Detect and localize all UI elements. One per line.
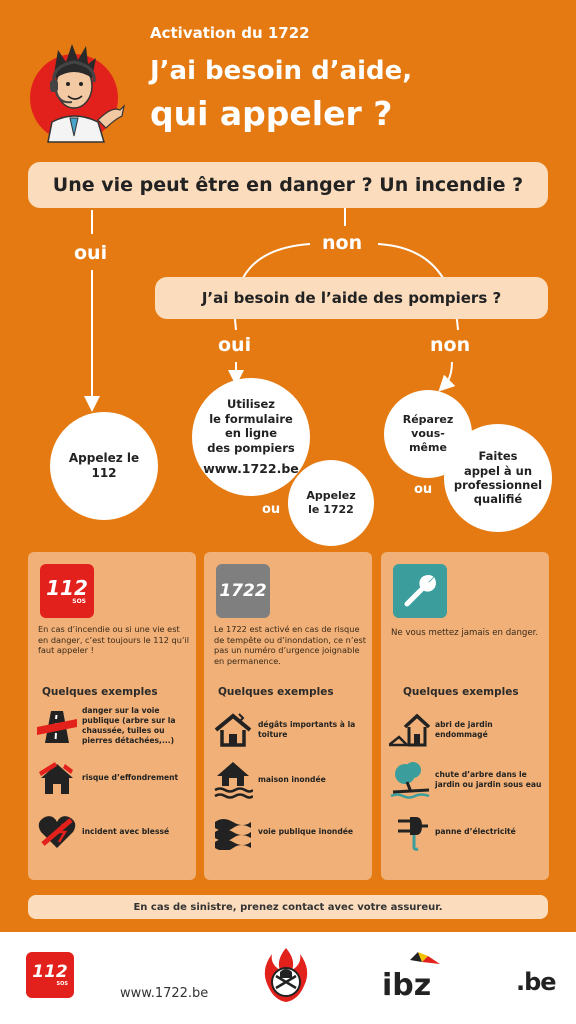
logo-112-sub: SOS <box>72 597 86 605</box>
result-form-line: des pompiers <box>207 440 295 455</box>
example-text: risque d’effondrement <box>82 773 179 783</box>
fallen-tree-icon <box>389 760 431 800</box>
logo-112-footer <box>26 952 74 998</box>
firefighters-emblem-icon <box>258 946 314 1008</box>
header-title-line2: qui appeler ? <box>150 94 393 133</box>
result-pro-line: professionnel <box>453 478 543 492</box>
result-call-professional <box>444 424 552 532</box>
result-call-1722 <box>288 460 374 546</box>
house-collapse-icon <box>36 758 78 798</box>
example-text: panne d’électricité <box>435 827 516 837</box>
garden-shed-icon <box>389 710 431 750</box>
example-row <box>36 704 192 748</box>
example-text: chute d’arbre dans le jardin ou jardin sous eau <box>435 770 542 789</box>
header-subtitle: Activation du 1722 <box>150 24 310 42</box>
result-form-line: Utilisez <box>227 397 275 412</box>
label-or-1: ou <box>262 502 281 517</box>
example-text: voie publique inondée <box>258 827 354 837</box>
example-row <box>389 810 545 854</box>
card-1722 <box>204 552 372 880</box>
card-1722-description: Le 1722 est activé en cas de risque de tempête ou d’inondation, ce n’est pas un numéro d’urgence joignable en permanence. <box>214 624 366 666</box>
result-form-line: le formulaire <box>209 411 293 426</box>
road-danger-icon <box>36 706 78 746</box>
label-yes-1: oui <box>74 242 108 264</box>
example-text: danger sur la voie publique (arbre sur la chaussée, tuiles ou pierres détachées,...) <box>82 706 176 745</box>
flooded-road-icon <box>212 812 254 852</box>
question-life-danger-text: Une vie peut être en danger ? Un incendie ? <box>52 174 524 196</box>
result-call-112-text: Appelez le 112 <box>68 451 140 480</box>
result-call-1722-text: Appelez le 1722 <box>306 489 356 516</box>
card-self-help <box>381 552 549 880</box>
footer-url[interactable]: www.1722.be <box>120 986 209 1001</box>
logo-112-text: 112 <box>46 575 88 600</box>
power-plug-icon <box>389 812 431 852</box>
result-repair-line: vous- <box>411 427 445 441</box>
example-text: dégâts importants à la toiture <box>258 720 356 739</box>
label-or-2: ou <box>414 482 433 497</box>
card-1722-examples-title: Quelques exemples <box>218 686 334 698</box>
card-self-help-description: Ne vous mettez jamais en danger. <box>391 628 539 638</box>
logo-bar <box>0 932 576 1024</box>
be-logo: .be <box>516 968 556 996</box>
card-112-description: En cas d’incendie ou si une vie est en danger, c’est toujours le 112 qu’il faut appeler ! <box>38 624 190 656</box>
example-row <box>36 810 192 854</box>
card-112-examples-title: Quelques exemples <box>42 686 158 698</box>
result-form-url[interactable]: www.1722.be <box>203 460 299 476</box>
card-self-help-examples-title: Quelques exemples <box>403 686 519 698</box>
logo-112-footer-text: 112 <box>32 961 68 982</box>
label-yes-2: oui <box>218 334 252 356</box>
example-row <box>212 810 368 854</box>
ibz-logo <box>382 950 442 1006</box>
example-text: incident avec blessé <box>82 827 170 837</box>
insurer-note-text: En cas de sinistre, prenez contact avec votre assureur. <box>133 901 443 913</box>
result-form-line: en ligne <box>224 426 278 441</box>
example-text: abri de jardin endommagé <box>435 720 493 739</box>
roof-damage-icon <box>212 710 254 750</box>
label-no-2: non <box>430 334 471 356</box>
logo-1722 <box>216 564 270 618</box>
example-text: maison inondée <box>258 775 326 785</box>
logo-1722-text: 1722 <box>219 581 267 601</box>
logo-112 <box>40 564 94 618</box>
example-row <box>212 708 368 752</box>
example-row <box>212 758 368 802</box>
example-row <box>36 756 192 800</box>
question-life-danger <box>28 162 548 208</box>
flooded-house-icon <box>212 760 254 800</box>
result-repair-line: Réparez <box>402 413 454 427</box>
header-title-line1: J’ai besoin d’aide, <box>150 56 413 86</box>
result-repair-line: même <box>409 440 447 454</box>
insurer-note <box>28 895 548 919</box>
result-online-form <box>192 378 310 496</box>
injured-heart-icon <box>36 812 78 852</box>
result-pro-line: Faites <box>478 449 518 464</box>
label-no-1: non <box>322 232 363 254</box>
question-firefighters <box>155 277 548 319</box>
result-pro-line: qualifié <box>473 492 523 507</box>
wrench-icon <box>393 564 447 618</box>
question-firefighters-text: J’ai besoin de l’aide des pompiers ? <box>201 289 502 307</box>
result-pro-line: appel à un <box>463 463 533 478</box>
example-row <box>389 758 545 802</box>
card-112 <box>28 552 196 880</box>
logo-112-footer-sub: SOS <box>56 980 68 987</box>
ibz-logo-text: ibz <box>382 968 432 1003</box>
result-call-112 <box>50 412 158 520</box>
example-row <box>389 708 545 752</box>
